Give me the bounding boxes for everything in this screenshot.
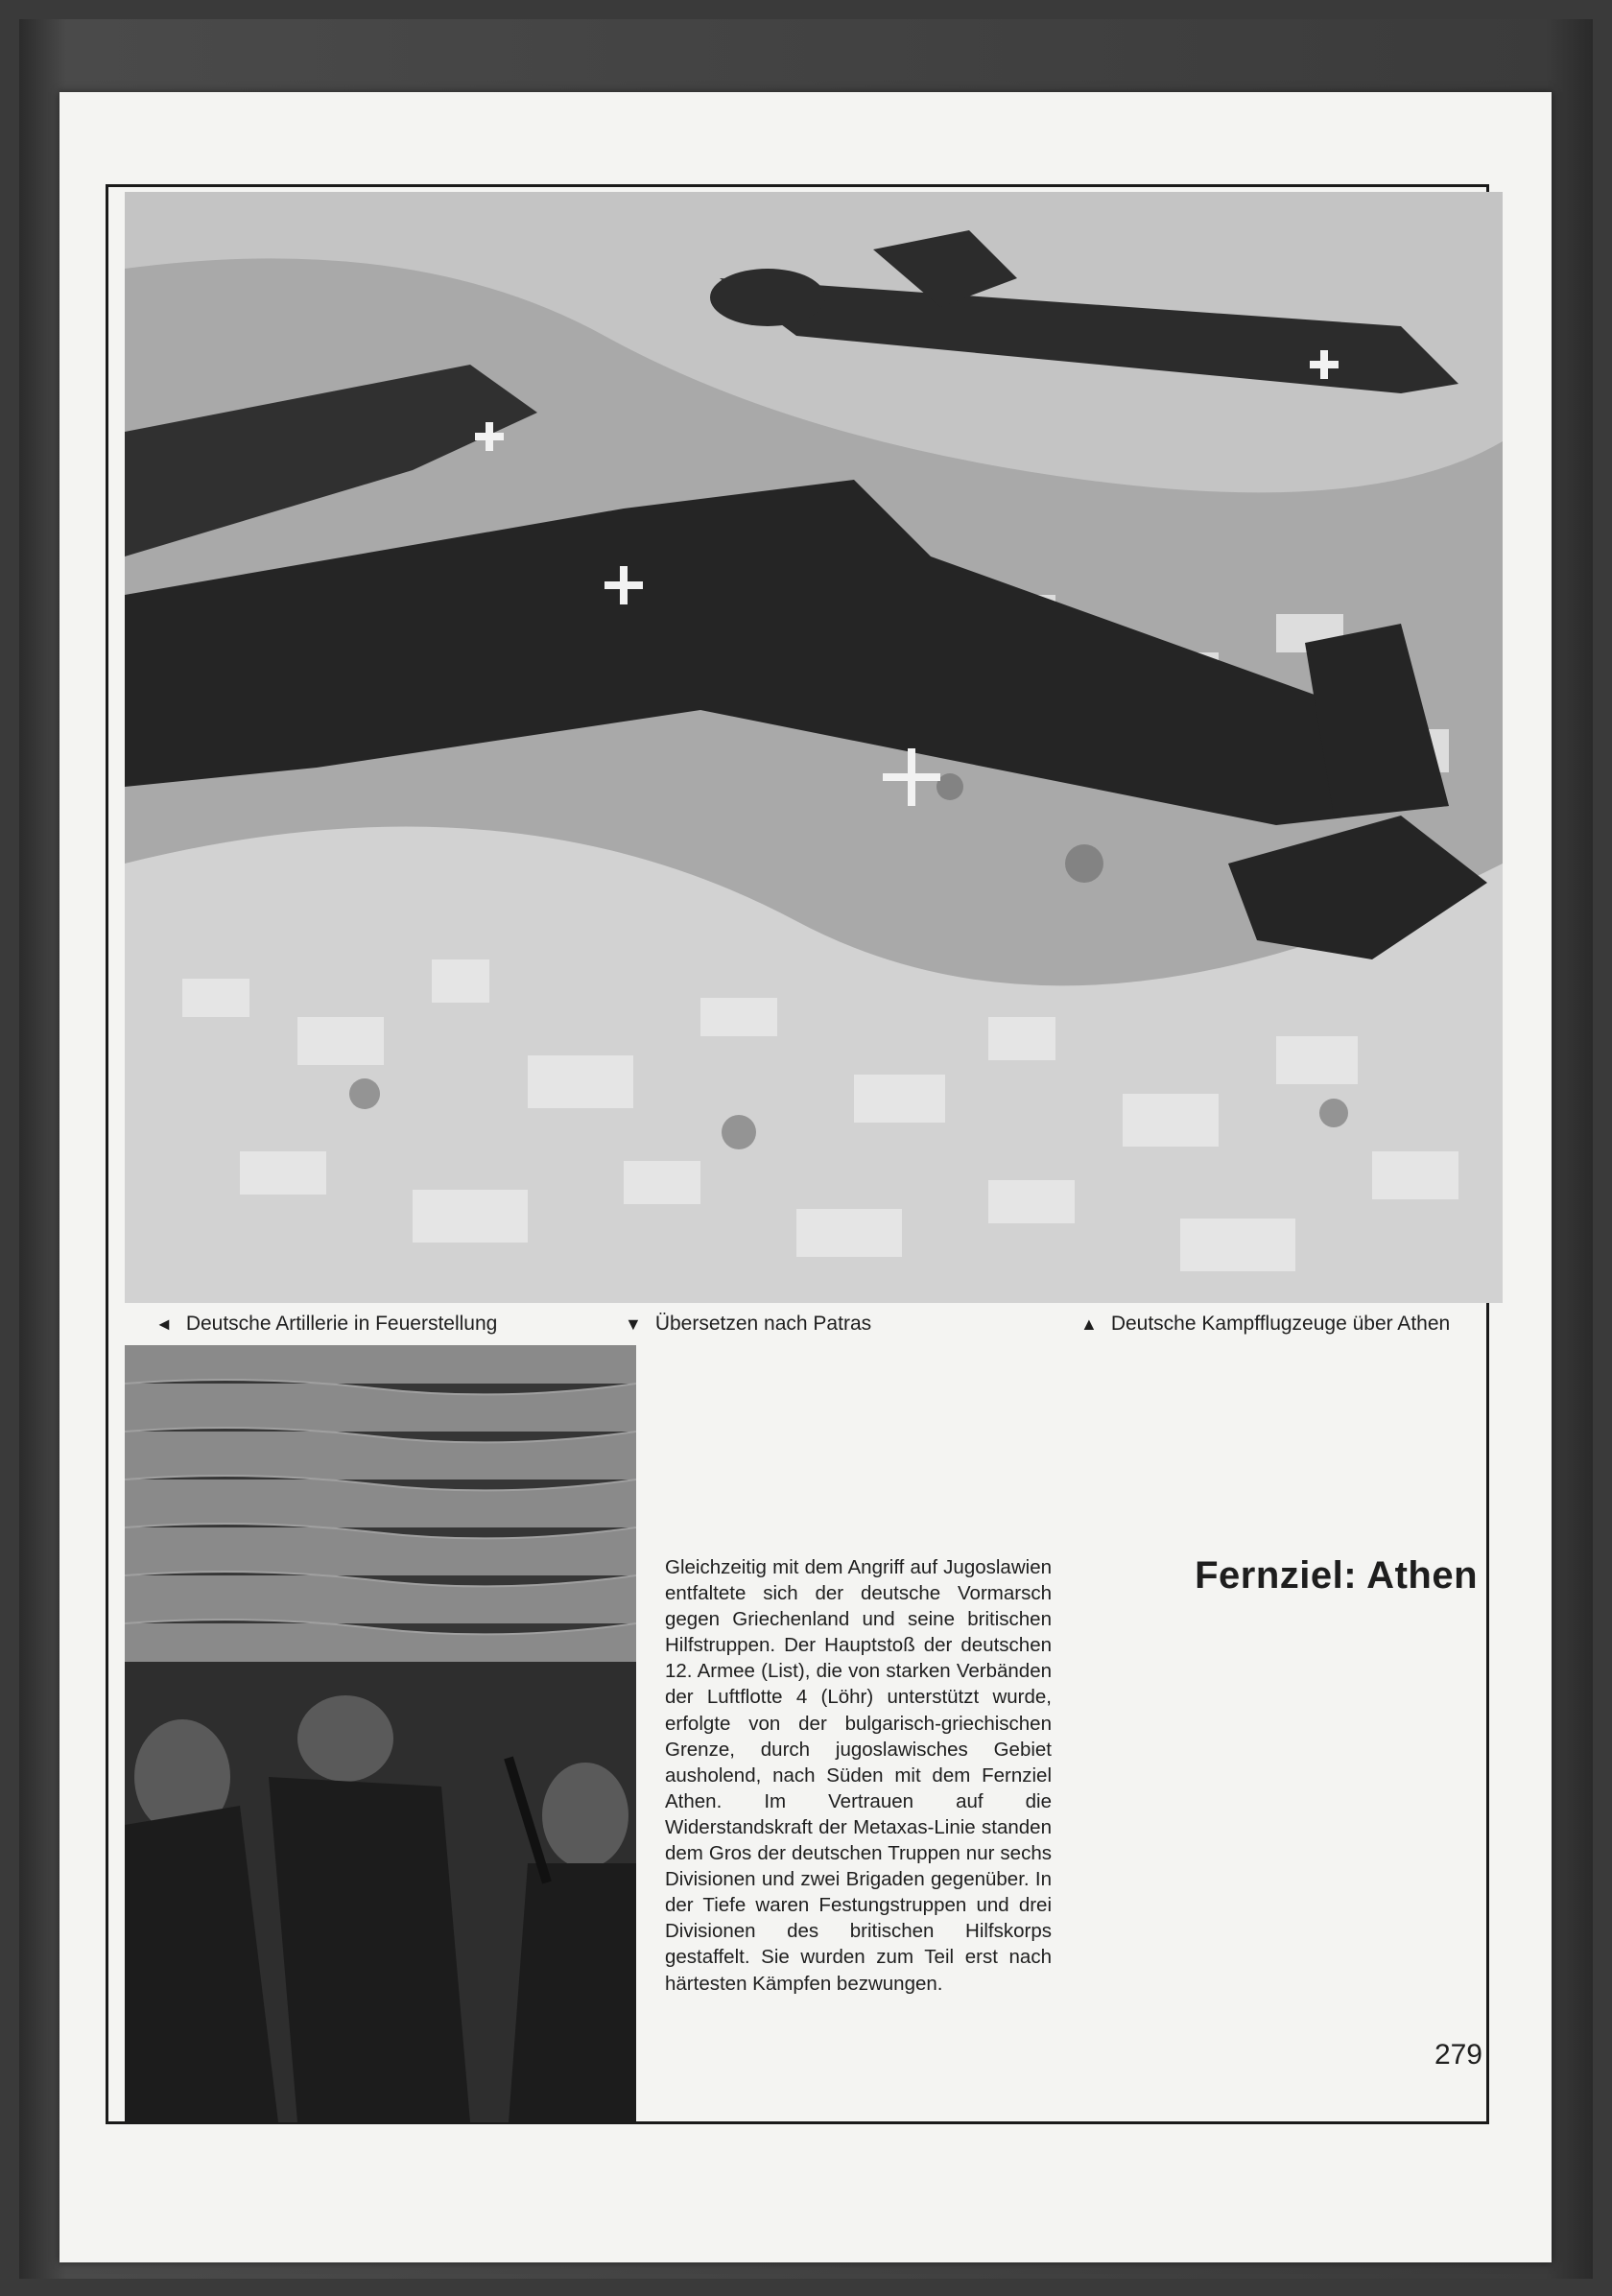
caption-aircraft-text: Deutsche Kampfflugzeuge über Athen (1110, 1313, 1451, 1335)
ship-crossing-drawing (125, 1345, 636, 2122)
caption-aircraft (1080, 1313, 1450, 1336)
caption-arrow-up-icon: ▲ (1080, 1314, 1098, 1334)
aircraft-photo-drawing (125, 192, 1503, 1303)
page-number: 279 (1434, 2039, 1482, 2071)
caption-artillery-text: Deutsche Artillerie in Feuerstellung (185, 1313, 498, 1335)
article-body: Gleichzeitig mit dem Angriff auf Jugoslawien entfaltete sich der deutsche Vormarsch gegen Griechenland und seine britischen Hilfstruppen. Der Hauptstoß der deutschen 12. Armee (List), die von starken Verbänden der Luftflotte 4 (Löhr) unterstützt wurde, erfolgte von der bulgarisch-griechischen Grenze, durch jugoslawisches Gebiet ausholend, nach Süden mit dem Fernziel Athen. Im Vertrauen auf die Widerstandskraft der Metaxas-Linie standen dem Gros der deutschen Truppen nur sechs Divisionen und zwei Brigaden gegenüber. In der Tiefe waren Festungstruppen und drei Divisionen des britischen Hilfskorps gestaffelt. Sie wurden zum Teil erst nach härtesten Kämpfen bezwungen. (665, 1556, 1052, 1995)
caption-arrow-left-icon: ◄ (155, 1314, 173, 1334)
caption-artillery (155, 1313, 497, 1336)
caption-arrow-down-icon: ▼ (625, 1314, 642, 1334)
aircraft-photo (125, 192, 1503, 1303)
caption-patras-text: Übersetzen nach Patras (654, 1313, 872, 1335)
article-title: Fernziel: Athen (1195, 1554, 1478, 1597)
caption-patras (625, 1313, 871, 1336)
ship-crossing-photo (125, 1345, 636, 2122)
